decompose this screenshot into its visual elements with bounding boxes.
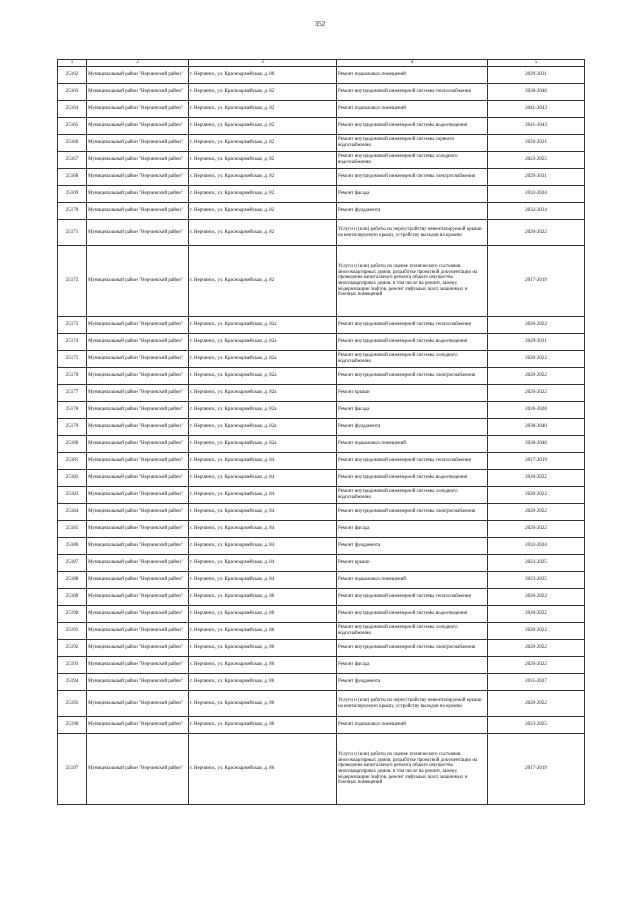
row-number: 25163: [58, 84, 87, 101]
row-district: Муниципальный район "Нерчинский район": [87, 368, 189, 385]
row-district: Муниципальный район "Нерчинский район": [87, 606, 189, 623]
row-district: Муниципальный район "Нерчинский район": [87, 152, 189, 169]
row-number: 25187: [58, 555, 87, 572]
row-address: г. Нерчинск, ул. Красноармейская, д. 82а: [189, 385, 337, 402]
row-address: г. Нерчинск, ул. Красноармейская, д. 82а: [189, 351, 337, 368]
row-address: г. Нерчинск, ул. Красноармейская, д. 82: [189, 220, 337, 246]
table-row: [58, 623, 585, 640]
row-district: Муниципальный район "Нерчинский район": [87, 317, 189, 334]
row-district: Муниципальный район "Нерчинский район": [87, 186, 189, 203]
row-period: 2041-2043: [488, 118, 585, 135]
column-header-1: 1: [58, 60, 87, 67]
table-row: [58, 67, 585, 84]
row-period: 2032-2034: [488, 186, 585, 203]
row-period: 2020-2022: [488, 385, 585, 402]
row-period: 2032-2034: [488, 538, 585, 555]
table-row: [58, 717, 585, 734]
table-row: [58, 470, 585, 487]
row-address: г. Нерчинск, ул. Красноармейская, д. 86: [189, 640, 337, 657]
table-row: [58, 169, 585, 186]
table-row: [58, 453, 585, 470]
table-row: [58, 657, 585, 674]
row-number: 25171: [58, 220, 87, 246]
row-period: 2020-2022: [488, 589, 585, 606]
row-number: 25166: [58, 135, 87, 152]
row-period: 2020-2022: [488, 317, 585, 334]
row-number: 25195: [58, 691, 87, 717]
row-number: 25184: [58, 504, 87, 521]
row-period: 2038-2040: [488, 419, 585, 436]
row-number: 25183: [58, 487, 87, 504]
row-address: г. Нерчинск, ул. Красноармейская, д. 84: [189, 504, 337, 521]
table-row: [58, 186, 585, 203]
table-row: [58, 606, 585, 623]
row-period: 2017-2019: [488, 734, 585, 805]
row-district: Муниципальный район "Нерчинский район": [87, 246, 189, 317]
row-district: Муниципальный район "Нерчинский район": [87, 169, 189, 186]
row-number: 25197: [58, 734, 87, 805]
row-district: Муниципальный район "Нерчинский район": [87, 674, 189, 691]
row-number: 25175: [58, 351, 87, 368]
row-address: г. Нерчинск, ул. Красноармейская, д. 84: [189, 555, 337, 572]
row-period: 2023-2025: [488, 152, 585, 169]
row-work-type: Ремонт внутридомовой инженерной системы теплоснабжения: [337, 317, 488, 334]
row-number: 25189: [58, 589, 87, 606]
row-district: Муниципальный район "Нерчинский район": [87, 436, 189, 453]
table-row: [58, 691, 585, 717]
row-period: 2020-2022: [488, 657, 585, 674]
row-period: 2017-2019: [488, 246, 585, 317]
row-period: 2020-2022: [488, 220, 585, 246]
row-district: Муниципальный район "Нерчинский район": [87, 717, 189, 734]
row-number: 25170: [58, 203, 87, 220]
table-row: [58, 640, 585, 657]
row-district: Муниципальный район "Нерчинский район": [87, 538, 189, 555]
row-number: 25181: [58, 453, 87, 470]
row-period: 2020-2022: [488, 470, 585, 487]
row-work-type: Ремонт внутридомовой инженерной системы холодного водоснабжения: [337, 351, 488, 368]
table-row: [58, 118, 585, 135]
row-period: 2020-2022: [488, 640, 585, 657]
table-row: [58, 101, 585, 118]
row-number: 25169: [58, 186, 87, 203]
row-work-type: Услуги и (или) работы по переустройству невентилируемой крыши на вентилируемую крышу, устройству выходов на кровлю: [337, 691, 488, 717]
row-period: 2029-2031: [488, 135, 585, 152]
row-work-type: Ремонт фундамента: [337, 538, 488, 555]
row-district: Муниципальный район "Нерчинский район": [87, 67, 189, 84]
row-address: г. Нерчинск, ул. Красноармейская, д. 82а: [189, 402, 337, 419]
row-number: 25182: [58, 470, 87, 487]
table-row: [58, 84, 585, 101]
table-row: [58, 246, 585, 317]
row-number: 25165: [58, 118, 87, 135]
row-period: 2026-2028: [488, 402, 585, 419]
column-header-5: 5: [488, 60, 585, 67]
row-work-type: Ремонт подвальных помещений: [337, 101, 488, 118]
row-address: г. Нерчинск, ул. Красноармейская, д. 86: [189, 623, 337, 640]
table-row: [58, 487, 585, 504]
row-address: г. Нерчинск, ул. Красноармейская, д. 86: [189, 589, 337, 606]
row-district: Муниципальный район "Нерчинский район": [87, 691, 189, 717]
row-district: Муниципальный район "Нерчинский район": [87, 487, 189, 504]
row-district: Муниципальный район "Нерчинский район": [87, 334, 189, 351]
row-district: Муниципальный район "Нерчинский район": [87, 470, 189, 487]
row-number: 25188: [58, 572, 87, 589]
table-row: [58, 521, 585, 538]
table-row: [58, 674, 585, 691]
row-number: 25196: [58, 717, 87, 734]
table-row: [58, 572, 585, 589]
table-row: [58, 368, 585, 385]
row-address: г. Нерчинск, ул. Красноармейская, д. 82: [189, 186, 337, 203]
table-row: [58, 317, 585, 334]
row-address: г. Нерчинск, ул. Красноармейская, д. 84: [189, 521, 337, 538]
row-number: 25190: [58, 606, 87, 623]
row-work-type: Ремонт внутридомовой инженерной системы электроснабжения: [337, 169, 488, 186]
row-address: г. Нерчинск, ул. Красноармейская, д. 84: [189, 572, 337, 589]
row-work-type: Ремонт внутридомовой инженерной системы водоотведения: [337, 470, 488, 487]
row-district: Муниципальный район "Нерчинский район": [87, 657, 189, 674]
row-address: г. Нерчинск, ул. Красноармейская, д. 84: [189, 470, 337, 487]
row-number: 25186: [58, 538, 87, 555]
row-work-type: Ремонт внутридомовой инженерной системы теплоснабжения: [337, 453, 488, 470]
row-address: г. Нерчинск, ул. Красноармейская, д. 86: [189, 717, 337, 734]
row-period: 2032-2034: [488, 203, 585, 220]
column-header-3: 3: [189, 60, 337, 67]
table-row: [58, 555, 585, 572]
row-address: г. Нерчинск, ул. Красноармейская, д. 86: [189, 734, 337, 805]
row-address: г. Нерчинск, ул. Красноармейская, д. 82а: [189, 436, 337, 453]
row-address: г. Нерчинск, ул. Красноармейская, д. 86: [189, 606, 337, 623]
row-district: Муниципальный район "Нерчинский район": [87, 555, 189, 572]
table-row: [58, 351, 585, 368]
row-period: 2020-2022: [488, 623, 585, 640]
row-period: 2038-2040: [488, 84, 585, 101]
row-address: г. Нерчинск, ул. Красноармейская, д. 82: [189, 135, 337, 152]
row-period: 2023-2025: [488, 572, 585, 589]
table-row: [58, 203, 585, 220]
row-period: 2020-2022: [488, 351, 585, 368]
row-work-type: Ремонт фундамента: [337, 419, 488, 436]
row-number: 25167: [58, 152, 87, 169]
row-number: 25174: [58, 334, 87, 351]
row-address: г. Нерчинск, ул. Красноармейская, д. 82: [189, 169, 337, 186]
row-number: 25162: [58, 67, 87, 84]
row-number: 25172: [58, 246, 87, 317]
row-address: г. Нерчинск, ул. Красноармейская, д. 82: [189, 152, 337, 169]
table-row: [58, 734, 585, 805]
row-number: 25179: [58, 419, 87, 436]
row-district: Муниципальный район "Нерчинский район": [87, 101, 189, 118]
row-district: Муниципальный район "Нерчинский район": [87, 84, 189, 101]
row-district: Муниципальный район "Нерчинский район": [87, 118, 189, 135]
row-address: г. Нерчинск, ул. Красноармейская, д. 82: [189, 84, 337, 101]
table-row: [58, 436, 585, 453]
row-address: г. Нерчинск, ул. Красноармейская, д. 82а: [189, 368, 337, 385]
row-period: 2023-2025: [488, 717, 585, 734]
row-work-type: Ремонт внутридомовой инженерной системы электроснабжения: [337, 368, 488, 385]
row-district: Муниципальный район "Нерчинский район": [87, 220, 189, 246]
row-number: 25168: [58, 169, 87, 186]
row-work-type: Ремонт внутридомовой инженерной системы теплоснабжения: [337, 84, 488, 101]
row-period: 2020-2022: [488, 504, 585, 521]
table-row: [58, 402, 585, 419]
row-work-type: Ремонт крыши: [337, 385, 488, 402]
row-address: г. Нерчинск, ул. Красноармейская, д. 82: [189, 101, 337, 118]
row-period: 2041-2043: [488, 101, 585, 118]
row-work-type: Ремонт крыши: [337, 555, 488, 572]
row-period: 2020-2022: [488, 691, 585, 717]
row-number: 25177: [58, 385, 87, 402]
row-address: г. Нерчинск, ул. Красноармейская, д. 86: [189, 657, 337, 674]
row-address: г. Нерчинск, ул. Красноармейская, д. 82а: [189, 334, 337, 351]
row-work-type: Ремонт внутридомовой инженерной системы холодного водоснабжения: [337, 487, 488, 504]
row-district: Муниципальный район "Нерчинский район": [87, 135, 189, 152]
row-work-type: Ремонт внутридомовой инженерной системы водоотведения: [337, 606, 488, 623]
row-address: г. Нерчинск, ул. Красноармейская, д. 82а: [189, 317, 337, 334]
row-work-type: Ремонт внутридомовой инженерной системы горячего водоснабжения: [337, 135, 488, 152]
row-address: г. Нерчинск, ул. Красноармейская, д. 82: [189, 246, 337, 317]
row-period: 2020-2022: [488, 368, 585, 385]
row-period: 2023-2025: [488, 555, 585, 572]
row-address: г. Нерчинск, ул. Красноармейская, д. 86: [189, 691, 337, 717]
row-number: 25176: [58, 368, 87, 385]
row-number: 25193: [58, 657, 87, 674]
row-period: 2038-2040: [488, 436, 585, 453]
table-header-row: [58, 60, 585, 67]
table-row: [58, 385, 585, 402]
column-header-2: 2: [87, 60, 189, 67]
row-period: 2035-2037: [488, 674, 585, 691]
row-address: г. Нерчинск, ул. Красноармейская, д. 82: [189, 203, 337, 220]
table-row: [58, 152, 585, 169]
table-row: [58, 504, 585, 521]
row-period: 2029-2031: [488, 67, 585, 84]
row-number: 25185: [58, 521, 87, 538]
row-district: Муниципальный район "Нерчинский район": [87, 623, 189, 640]
row-period: 2020-2022: [488, 521, 585, 538]
row-work-type: Ремонт внутридомовой инженерной системы теплоснабжения: [337, 589, 488, 606]
row-number: 25194: [58, 674, 87, 691]
row-address: г. Нерчинск, ул. Красноармейская, д. 80: [189, 67, 337, 84]
works-table: [57, 59, 585, 805]
row-work-type: Ремонт подвальных помещений: [337, 572, 488, 589]
table-row: [58, 538, 585, 555]
table-row: [58, 419, 585, 436]
row-period: 2029-2031: [488, 334, 585, 351]
row-district: Муниципальный район "Нерчинский район": [87, 589, 189, 606]
table-body: [58, 67, 585, 805]
row-work-type: Ремонт внутридомовой инженерной системы холодного водоснабжения: [337, 152, 488, 169]
row-district: Муниципальный район "Нерчинский район": [87, 385, 189, 402]
row-work-type: Услуги и (или) работы по переустройству невентилируемой крыши на вентилируемую крышу, устройству выходов на кровлю: [337, 220, 488, 246]
row-period: 2020-2022: [488, 487, 585, 504]
row-work-type: Ремонт фасада: [337, 657, 488, 674]
row-number: 25173: [58, 317, 87, 334]
row-work-type: Ремонт подвальных помещений: [337, 67, 488, 84]
row-district: Муниципальный район "Нерчинский район": [87, 351, 189, 368]
row-number: 25180: [58, 436, 87, 453]
page-number: 352: [314, 20, 326, 28]
row-district: Муниципальный район "Нерчинский район": [87, 504, 189, 521]
row-work-type: Услуги и (или) работы по оценке технического состояния многоквартирных домов, разработке проектной документации на проведение капитального ремонта общего имущества многоквартирных домов, в том числе на ремонт, замену, модернизацию лифтов, ремонт лифтовых шахт, машинных и блочных помещений: [337, 734, 488, 805]
row-work-type: Ремонт подвальных помещений: [337, 717, 488, 734]
row-number: 25178: [58, 402, 87, 419]
table-row: [58, 135, 585, 152]
row-work-type: Ремонт внутридомовой инженерной системы водоотведения: [337, 118, 488, 135]
table-row: [58, 220, 585, 246]
row-address: г. Нерчинск, ул. Красноармейская, д. 82: [189, 118, 337, 135]
row-district: Муниципальный район "Нерчинский район": [87, 419, 189, 436]
row-address: г. Нерчинск, ул. Красноармейская, д. 84: [189, 453, 337, 470]
row-work-type: Ремонт внутридомовой инженерной системы холодного водоснабжения: [337, 623, 488, 640]
row-district: Муниципальный район "Нерчинский район": [87, 734, 189, 805]
row-district: Муниципальный район "Нерчинский район": [87, 203, 189, 220]
column-header-4: 4: [337, 60, 488, 67]
row-work-type: Услуги и (или) работы по оценке технического состояния многоквартирных домов, разработке проектной документации на проведение капитального ремонта общего имущества многоквартирных домов, в том числе на ремонт, замену, модернизацию лифтов, ремонт лифтовых шахт, машинных и блочных помещений: [337, 246, 488, 317]
row-work-type: Ремонт внутридомовой инженерной системы электроснабжения: [337, 640, 488, 657]
row-work-type: Ремонт фундамента: [337, 674, 488, 691]
row-address: г. Нерчинск, ул. Красноармейская, д. 84: [189, 487, 337, 504]
row-address: г. Нерчинск, ул. Красноармейская, д. 84: [189, 538, 337, 555]
row-period: 2029-2031: [488, 169, 585, 186]
row-work-type: Ремонт фундамента: [337, 203, 488, 220]
row-work-type: Ремонт фасада: [337, 521, 488, 538]
row-district: Муниципальный район "Нерчинский район": [87, 640, 189, 657]
row-number: 25164: [58, 101, 87, 118]
row-work-type: Ремонт подвальных помещений: [337, 436, 488, 453]
row-work-type: Ремонт фасада: [337, 402, 488, 419]
row-period: 2017-2019: [488, 453, 585, 470]
row-work-type: Ремонт внутридомовой инженерной системы электроснабжения: [337, 504, 488, 521]
row-district: Муниципальный район "Нерчинский район": [87, 453, 189, 470]
row-address: г. Нерчинск, ул. Красноармейская, д. 86: [189, 674, 337, 691]
row-work-type: Ремонт внутридомовой инженерной системы водоотведения: [337, 334, 488, 351]
row-address: г. Нерчинск, ул. Красноармейская, д. 82а: [189, 419, 337, 436]
table-row: [58, 589, 585, 606]
row-district: Муниципальный район "Нерчинский район": [87, 521, 189, 538]
table-row: [58, 334, 585, 351]
row-period: 2020-2022: [488, 606, 585, 623]
row-number: 25192: [58, 640, 87, 657]
row-work-type: Ремонт фасада: [337, 186, 488, 203]
row-district: Муниципальный район "Нерчинский район": [87, 572, 189, 589]
row-district: Муниципальный район "Нерчинский район": [87, 402, 189, 419]
row-number: 25191: [58, 623, 87, 640]
